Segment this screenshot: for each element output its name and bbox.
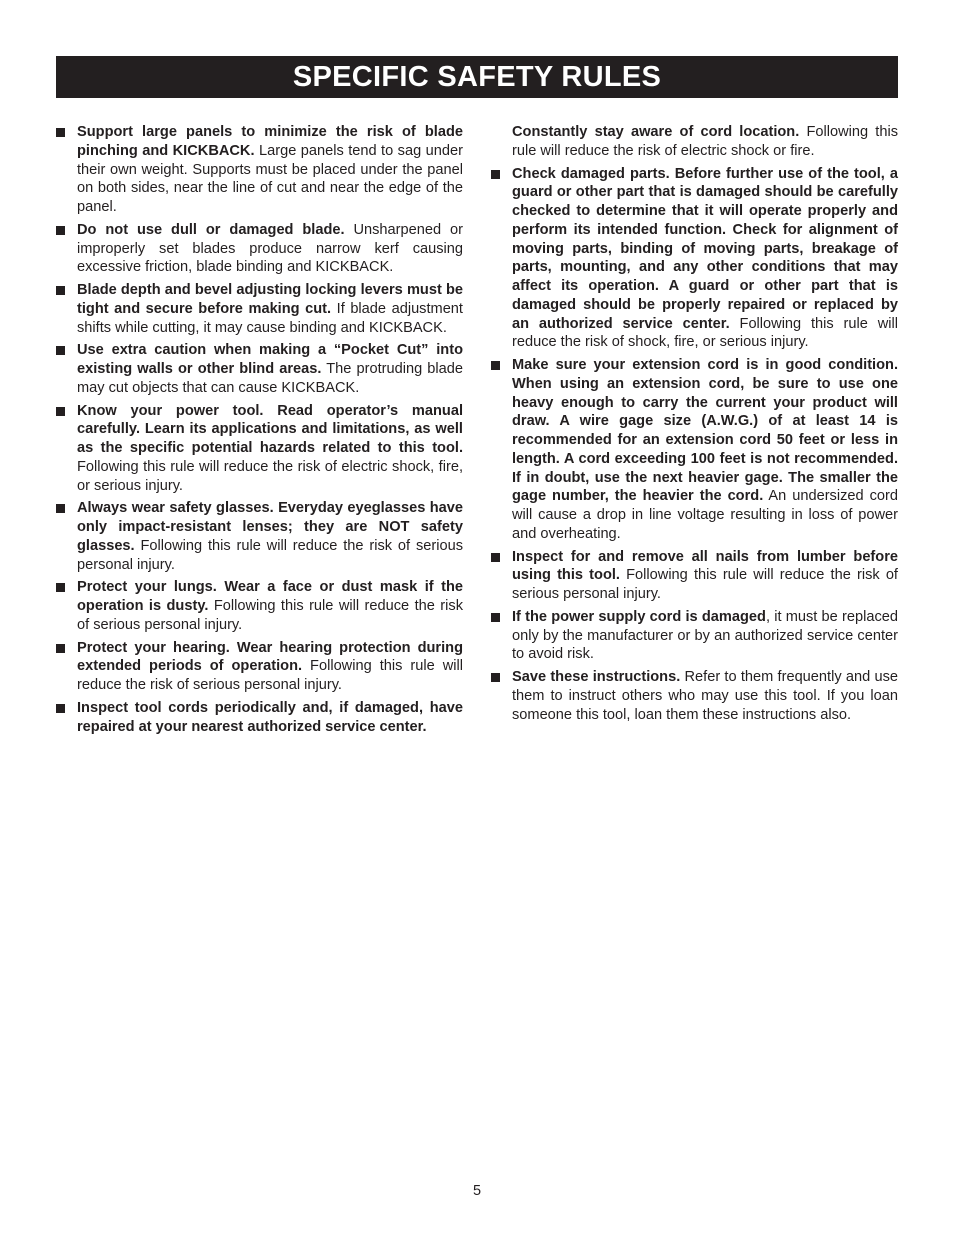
- square-bullet-icon: [491, 170, 500, 179]
- square-bullet-icon: [56, 644, 65, 653]
- rule-item: [512, 165, 898, 353]
- rule-heading: Inspect for and remove all nails from lumber before using this tool.: [512, 548, 898, 584]
- rule-heading: Do not use dull or damaged blade.: [77, 221, 345, 238]
- rule-item: [77, 123, 463, 217]
- rule-text: Refer to them frequently and use them to instruct others who may use this tool. If you loan someone this tool, loan them these instructions also.: [512, 669, 898, 723]
- rule-item: [77, 578, 463, 634]
- square-bullet-icon: [56, 704, 65, 713]
- page-title: SPECIFIC SAFETY RULES: [292, 60, 662, 93]
- rule-item: [512, 548, 898, 604]
- rule-text: Following this rule will reduce the risk of electric shock or fire.: [512, 124, 898, 159]
- rule-text: Following this rule will reduce the risk of electric shock, fire, or serious injury.: [77, 458, 463, 494]
- rule-text: The protruding blade may cut objects that can cause KICKBACK.: [77, 361, 463, 396]
- rule-item: [77, 341, 463, 397]
- square-bullet-icon: [56, 226, 65, 235]
- page-number: 5: [472, 1183, 482, 1199]
- rule-text: If blade adjustment shifts while cutting, it may cause binding and KICKBACK.: [77, 300, 463, 336]
- rule-heading: Inspect tool cords periodically and, if damaged, have repaired at your nearest authorized service center.: [77, 699, 463, 735]
- square-bullet-icon: [56, 286, 65, 295]
- rule-item: [512, 608, 898, 664]
- rule-heading: Blade depth and bevel adjusting locking levers must be tight and secure before making cut.: [77, 282, 463, 317]
- title-bar: [56, 56, 898, 98]
- square-bullet-icon: [491, 553, 500, 562]
- rule-heading: Protect your lungs. Wear a face or dust mask if the operation is dusty.: [77, 579, 463, 614]
- rule-text: Unsharpened or improperly set blades produce narrow kerf causing excessive friction, blade binding and KICKBACK.: [77, 221, 463, 276]
- rule-text: Following this rule will reduce the risk of serious personal injury.: [77, 598, 463, 633]
- rule-item: [77, 281, 463, 337]
- rule-heading: Make sure your extension cord is in good condition. When using an extension cord, be sure to use one heavy enough to carry the current your product will draw. A wire gage size (A.W.G.) of at least 14 is recommended for an extension cord 50 feet or less in length. A cord exceeding 100 feet is not recommended. If in doubt, use the next heavier gage. The smaller the gage number, the heavier the cord.: [512, 357, 898, 505]
- rule-heading: Constantly stay aware of cord location.: [512, 124, 800, 140]
- rule-heading: Save these instructions.: [512, 669, 681, 685]
- rule-item: [77, 639, 463, 695]
- square-bullet-icon: [56, 583, 65, 592]
- rule-heading: Use extra caution when making a “Pocket Cut” into existing walls or other blind areas.: [77, 342, 463, 377]
- rule-text: , it must be replaced only by the manufacturer or by an authorized service center to avoid risk.: [512, 608, 898, 663]
- square-bullet-icon: [56, 346, 65, 355]
- rule-text: Following this rule will reduce the risk of shock, fire, or serious injury.: [512, 315, 898, 351]
- left-column: [77, 123, 463, 740]
- rule-item: [77, 499, 463, 574]
- square-bullet-icon: [491, 361, 500, 370]
- rule-heading: Support large panels to minimize the risk of blade pinching and KICKBACK.: [77, 124, 463, 159]
- rule-heading: Always wear safety glasses. Everyday eyeglasses have only impact-resistant lenses; they are NOT safety glasses.: [77, 500, 463, 554]
- square-bullet-icon: [491, 673, 500, 682]
- rule-item: [77, 402, 463, 496]
- rule-item: [512, 356, 898, 544]
- square-bullet-icon: [56, 407, 65, 416]
- rule-text: Large panels tend to sag under their own weight. Supports must be placed under the panel on both sides, near the line of cut and near the edge of the panel.: [77, 142, 463, 215]
- rule-heading: Protect your hearing. Wear hearing protection during extended periods of operation.: [77, 639, 463, 675]
- right-column: [512, 123, 898, 728]
- rule-heading: Check damaged parts. Before further use of the tool, a guard or other part that is damaged should be carefully checked to determine that it will operate properly and perform its intended function. Check for alignment of moving parts, binding of moving parts, breakage of parts, mounting, and any other conditions that may affect its operation. A guard or other part that is damaged should be properly repaired or replaced by an authorized service center.: [512, 165, 898, 332]
- rule-heading: If the power supply cord is damaged: [512, 608, 766, 625]
- square-bullet-icon: [56, 128, 65, 137]
- rule-item: [77, 221, 463, 277]
- rule-text: Following this rule will reduce the risk of serious personal injury.: [77, 658, 463, 693]
- rule-item: [512, 668, 898, 724]
- rule-item: [77, 699, 463, 737]
- square-bullet-icon: [491, 613, 500, 622]
- rule-text: An undersized cord will cause a drop in line voltage resulting in loss of power and overheating.: [512, 488, 898, 542]
- rule-text: Following this rule will reduce the risk of serious personal injury.: [512, 567, 898, 602]
- rule-item-continued: [512, 123, 898, 161]
- square-bullet-icon: [56, 504, 65, 513]
- rule-heading: Know your power tool. Read operator’s manual carefully. Learn its applications and limitations, as well as the specific potential hazards related to this tool.: [77, 402, 463, 456]
- rule-text: Following this rule will reduce the risk of serious personal injury.: [77, 537, 463, 573]
